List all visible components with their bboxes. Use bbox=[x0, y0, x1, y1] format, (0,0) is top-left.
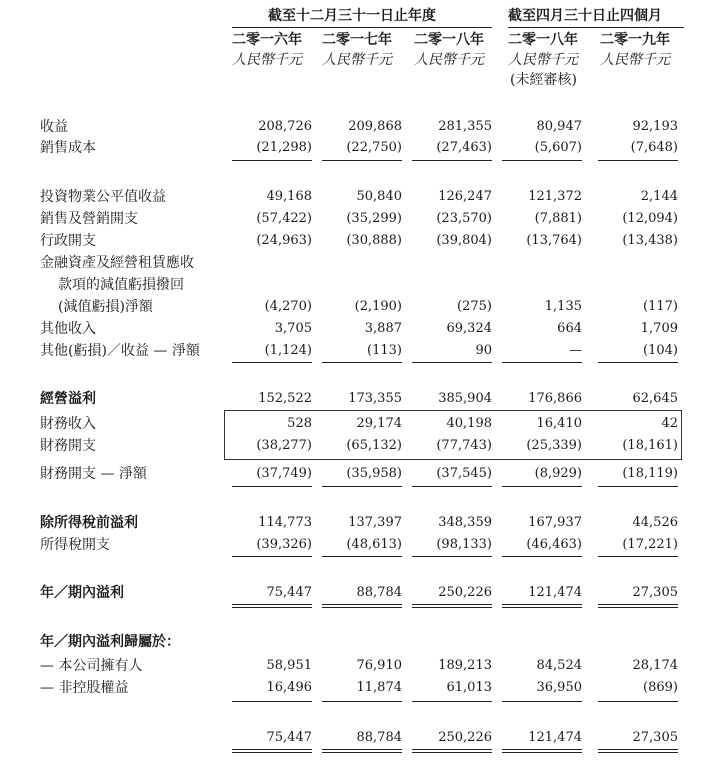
underline bbox=[412, 749, 492, 750]
underline bbox=[322, 556, 402, 557]
row-label: 款項的減值虧損撥回 bbox=[58, 277, 184, 293]
underline bbox=[502, 752, 582, 753]
underline bbox=[412, 607, 492, 608]
table-cell: 88,784 bbox=[356, 585, 402, 600]
table-cell: 167,937 bbox=[528, 515, 582, 530]
underline bbox=[322, 362, 402, 363]
table-cell: 250,226 bbox=[438, 730, 492, 745]
table-cell: 152,522 bbox=[258, 391, 312, 406]
header-col2-year: 二零一七年 bbox=[322, 32, 392, 48]
underline bbox=[322, 752, 402, 753]
header-col1-unit: 人民幣千元 bbox=[232, 52, 302, 68]
underline bbox=[412, 486, 492, 487]
row-label: 年／期內溢利歸屬於： bbox=[40, 634, 180, 650]
table-cell: 50,840 bbox=[356, 189, 402, 204]
header-group-year: 截至十二月三十一日止年度 bbox=[268, 8, 436, 24]
row-label: 經營溢利 bbox=[40, 391, 96, 407]
header-col3-year: 二零一八年 bbox=[414, 32, 484, 48]
table-cell: (35,299) bbox=[346, 211, 402, 226]
table-cell: (22,750) bbox=[346, 140, 402, 155]
underline bbox=[322, 160, 402, 161]
table-cell: 61,013 bbox=[446, 680, 492, 695]
table-cell: (65,132) bbox=[346, 438, 402, 453]
header-col3-unit: 人民幣千元 bbox=[414, 52, 484, 68]
table-cell: 250,226 bbox=[438, 585, 492, 600]
row-label: 收益 bbox=[40, 119, 68, 135]
table-cell: 528 bbox=[287, 416, 312, 431]
table-cell: 114,773 bbox=[258, 515, 312, 530]
table-cell: 208,726 bbox=[258, 119, 312, 134]
header-col1-year: 二零一六年 bbox=[232, 32, 302, 48]
table-cell: 36,950 bbox=[536, 680, 582, 695]
table-cell: (23,570) bbox=[436, 211, 492, 226]
table-cell: (275) bbox=[457, 299, 492, 314]
underline bbox=[322, 701, 402, 702]
table-cell: 69,324 bbox=[446, 321, 492, 336]
underline bbox=[322, 604, 402, 605]
table-cell: 3,705 bbox=[274, 321, 312, 336]
header-col4-year: 二零一八年 bbox=[508, 32, 578, 48]
row-label: 其他收入 bbox=[40, 321, 96, 337]
table-cell: 385,904 bbox=[438, 391, 492, 406]
table-cell: 28,174 bbox=[632, 658, 678, 673]
table-cell: (39,326) bbox=[256, 537, 312, 552]
table-cell: (113) bbox=[367, 343, 402, 358]
row-label: 所得稅開支 bbox=[40, 537, 110, 553]
table-cell: (8,929) bbox=[534, 466, 582, 481]
underline bbox=[598, 556, 678, 557]
table-cell: 62,645 bbox=[632, 391, 678, 406]
header-col2-unit: 人民幣千元 bbox=[322, 52, 392, 68]
table-cell: 348,359 bbox=[438, 515, 492, 530]
table-cell: 84,524 bbox=[536, 658, 582, 673]
table-cell: 2,144 bbox=[640, 189, 678, 204]
table-cell: (4,270) bbox=[264, 299, 312, 314]
table-cell: 137,397 bbox=[348, 515, 402, 530]
table-cell: 3,887 bbox=[364, 321, 402, 336]
table-cell: 27,305 bbox=[632, 730, 678, 745]
underline bbox=[598, 701, 678, 702]
row-label: 投資物業公平值收益 bbox=[40, 189, 166, 205]
row-label: 年／期內溢利 bbox=[40, 585, 124, 601]
row-label: 財務收入 bbox=[40, 416, 96, 432]
underline bbox=[412, 752, 492, 753]
table-cell: 75,447 bbox=[266, 585, 312, 600]
table-cell: 16,410 bbox=[536, 416, 582, 431]
row-label: 財務開支 bbox=[40, 438, 96, 454]
underline bbox=[232, 486, 312, 487]
table-cell: 11,874 bbox=[356, 680, 402, 695]
underline bbox=[322, 749, 402, 750]
header-col4-unit: 人民幣千元 bbox=[508, 52, 578, 68]
table-cell: (117) bbox=[643, 299, 678, 314]
table-cell: 173,355 bbox=[348, 391, 402, 406]
table-cell: 40,198 bbox=[446, 416, 492, 431]
table-cell: 126,247 bbox=[438, 189, 492, 204]
table-cell: (57,422) bbox=[256, 211, 312, 226]
table-cell: 76,910 bbox=[356, 658, 402, 673]
underline bbox=[232, 752, 312, 753]
table-cell: (46,463) bbox=[526, 537, 582, 552]
table-cell: 1,709 bbox=[640, 321, 678, 336]
underline bbox=[598, 160, 678, 161]
header-col4-note: (未經審核) bbox=[510, 72, 577, 88]
table-cell: (104) bbox=[643, 343, 678, 358]
table-cell: 58,951 bbox=[266, 658, 312, 673]
table-cell: 44,526 bbox=[632, 515, 678, 530]
header-group-year-rule bbox=[232, 27, 492, 28]
table-cell: 88,784 bbox=[356, 730, 402, 745]
table-cell: (5,607) bbox=[534, 140, 582, 155]
table-cell: 75,447 bbox=[266, 730, 312, 745]
table-cell: 80,947 bbox=[536, 119, 582, 134]
underline bbox=[232, 160, 312, 161]
row-label: 財務開支 — 淨額 bbox=[40, 466, 147, 482]
table-cell: 27,305 bbox=[632, 585, 678, 600]
table-cell: 176,866 bbox=[528, 391, 582, 406]
table-cell: (30,888) bbox=[346, 233, 402, 248]
table-cell: (25,339) bbox=[526, 438, 582, 453]
table-cell: 121,474 bbox=[528, 730, 582, 745]
table-cell: — bbox=[569, 343, 582, 358]
underline bbox=[412, 701, 492, 702]
header-col5-year: 二零一九年 bbox=[600, 32, 670, 48]
underline bbox=[502, 160, 582, 161]
table-cell: 90 bbox=[475, 343, 492, 358]
underline bbox=[502, 749, 582, 750]
underline bbox=[232, 362, 312, 363]
row-label: 金融資產及經營租賃應收 bbox=[40, 255, 194, 271]
underline bbox=[502, 556, 582, 557]
table-cell: 209,868 bbox=[348, 119, 402, 134]
underline bbox=[598, 486, 678, 487]
underline bbox=[232, 607, 312, 608]
underline bbox=[502, 362, 582, 363]
underline bbox=[502, 607, 582, 608]
row-label: — 非控股權益 bbox=[40, 680, 129, 696]
table-cell: (13,438) bbox=[622, 233, 678, 248]
underline bbox=[232, 604, 312, 605]
table-cell: (77,743) bbox=[436, 438, 492, 453]
table-cell: 121,474 bbox=[528, 585, 582, 600]
table-cell: (48,613) bbox=[346, 537, 402, 552]
table-cell: (2,190) bbox=[354, 299, 402, 314]
table-cell: (18,161) bbox=[622, 438, 678, 453]
underline bbox=[232, 556, 312, 557]
row-label: 銷售成本 bbox=[40, 140, 96, 156]
table-cell: (17,221) bbox=[622, 537, 678, 552]
underline bbox=[232, 749, 312, 750]
underline bbox=[412, 556, 492, 557]
row-label: (減值虧損)淨額 bbox=[58, 299, 153, 315]
table-cell: (12,094) bbox=[622, 211, 678, 226]
table-cell: 189,213 bbox=[438, 658, 492, 673]
underline bbox=[598, 749, 678, 750]
table-cell: (35,958) bbox=[346, 466, 402, 481]
table-cell: (21,298) bbox=[256, 140, 312, 155]
table-cell: 29,174 bbox=[356, 416, 402, 431]
underline bbox=[598, 752, 678, 753]
underline bbox=[322, 486, 402, 487]
table-cell: (13,764) bbox=[526, 233, 582, 248]
table-cell: (27,463) bbox=[436, 140, 492, 155]
table-cell: (1,124) bbox=[264, 343, 312, 358]
underline bbox=[232, 701, 312, 702]
table-cell: (37,545) bbox=[436, 466, 492, 481]
underline bbox=[412, 362, 492, 363]
table-cell: (24,963) bbox=[256, 233, 312, 248]
row-label: 除所得稅前溢利 bbox=[40, 515, 138, 531]
table-cell: (7,881) bbox=[534, 211, 582, 226]
underline bbox=[412, 604, 492, 605]
underline bbox=[502, 701, 582, 702]
underline bbox=[598, 362, 678, 363]
underline bbox=[598, 607, 678, 608]
table-cell: (39,804) bbox=[436, 233, 492, 248]
row-label: 銷售及營銷開支 bbox=[40, 211, 138, 227]
row-label: 其他(虧損)／收益 — 淨額 bbox=[40, 343, 200, 359]
table-cell: (18,119) bbox=[622, 466, 678, 481]
header-group-period: 截至四月三十日止四個月 bbox=[508, 8, 662, 24]
table-cell: (37,749) bbox=[256, 466, 312, 481]
header-group-period-rule bbox=[508, 27, 684, 28]
underline bbox=[322, 607, 402, 608]
table-cell: 664 bbox=[557, 321, 582, 336]
underline bbox=[502, 604, 582, 605]
table-cell: 92,193 bbox=[632, 119, 678, 134]
table-cell: (7,648) bbox=[630, 140, 678, 155]
table-cell: (98,133) bbox=[436, 537, 492, 552]
header-col5-unit: 人民幣千元 bbox=[600, 52, 670, 68]
table-cell: (38,277) bbox=[256, 438, 312, 453]
underline bbox=[502, 486, 582, 487]
row-label: 行政開支 bbox=[40, 233, 96, 249]
row-label: — 本公司擁有人 bbox=[40, 658, 143, 674]
underline bbox=[598, 604, 678, 605]
table-cell: 1,135 bbox=[544, 299, 582, 314]
table-cell: (869) bbox=[643, 680, 678, 695]
table-cell: 16,496 bbox=[266, 680, 312, 695]
table-cell: 42 bbox=[661, 416, 678, 431]
table-cell: 49,168 bbox=[266, 189, 312, 204]
table-cell: 281,355 bbox=[438, 119, 492, 134]
table-cell: 121,372 bbox=[528, 189, 582, 204]
underline bbox=[412, 160, 492, 161]
